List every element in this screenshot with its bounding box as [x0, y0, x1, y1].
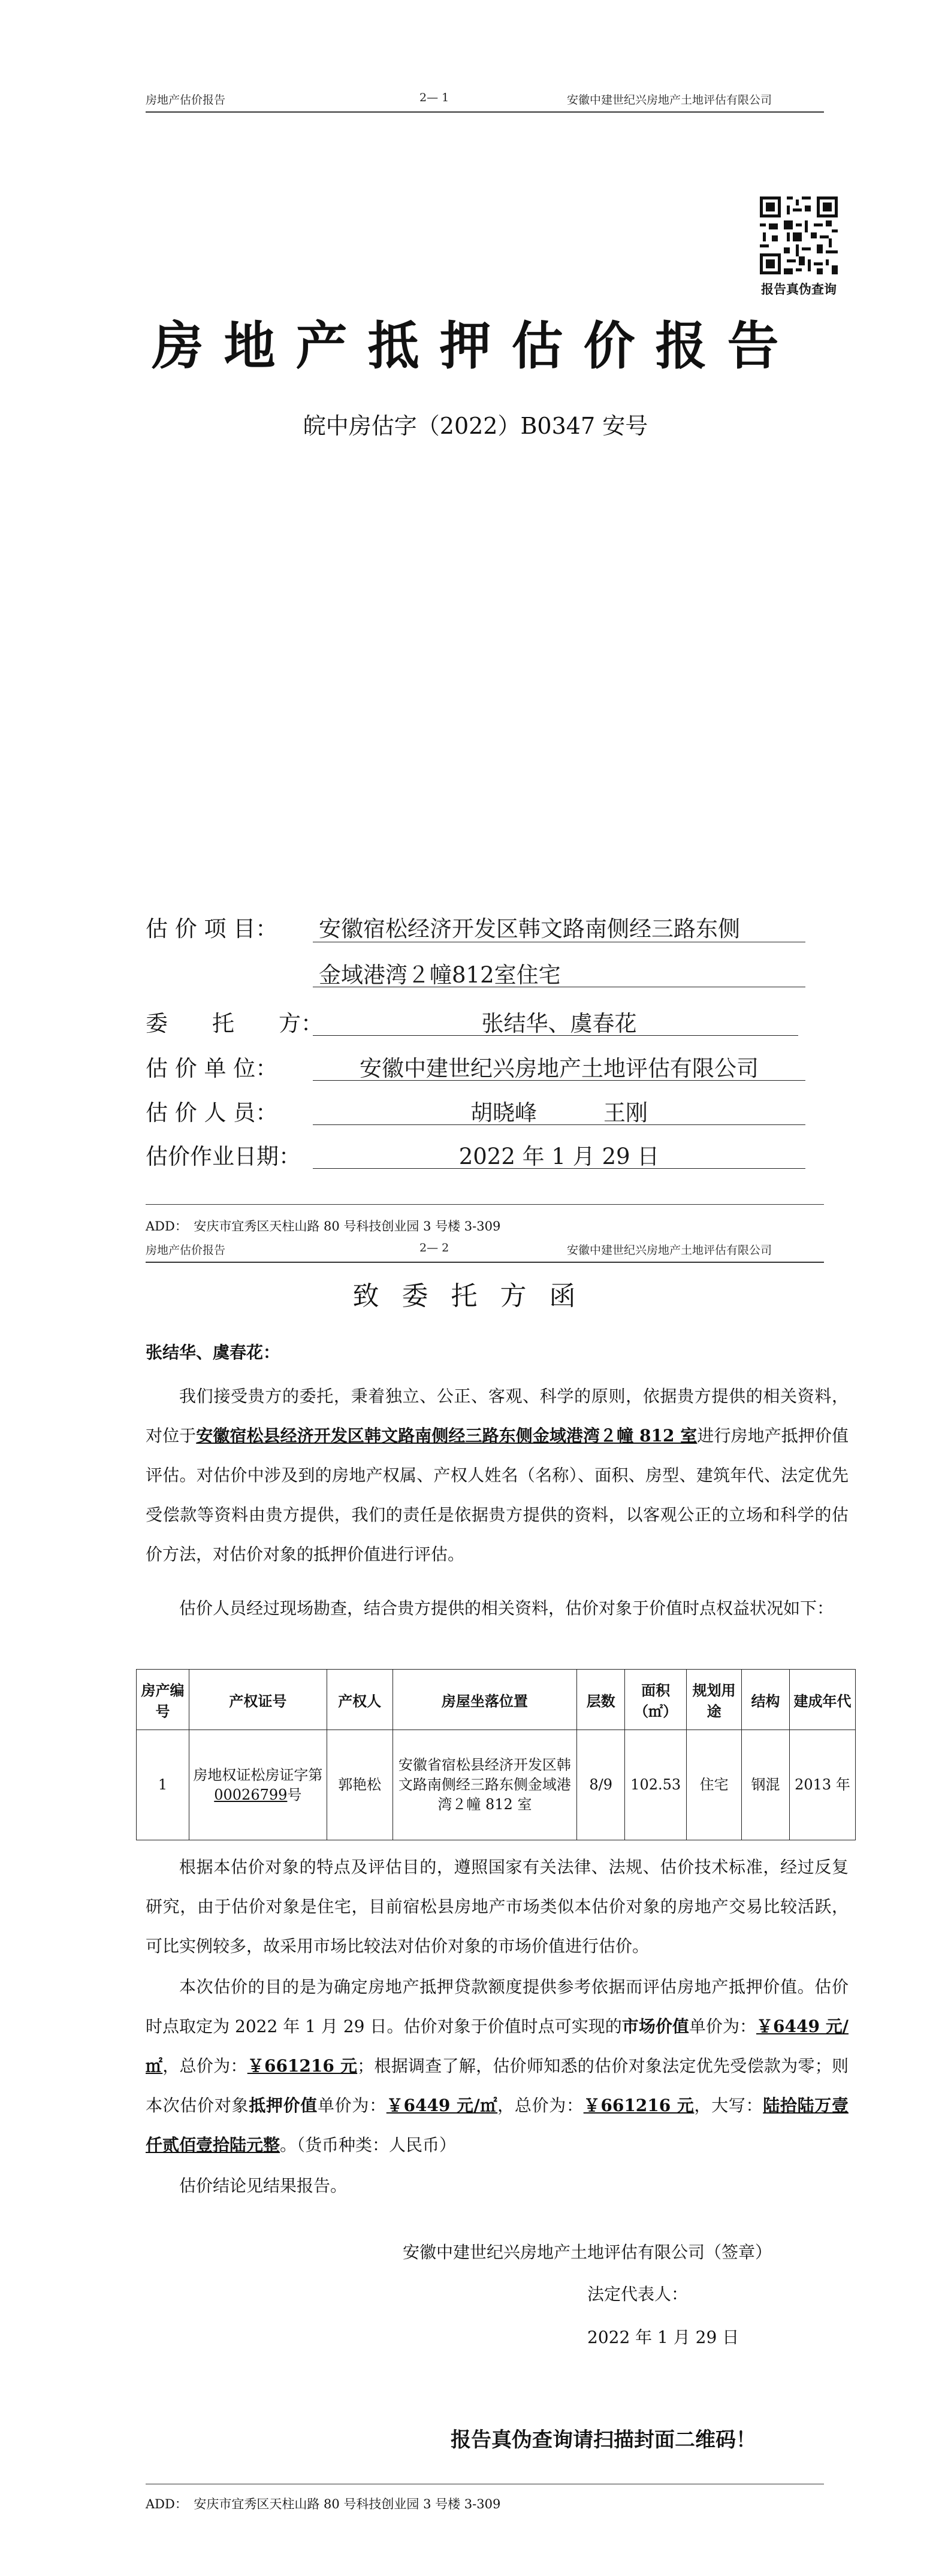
unit-label: 估 价 单 位： [146, 1056, 278, 1081]
p4-t3: 单价为： [689, 2016, 757, 2036]
paragraph-1 [146, 1377, 849, 1574]
cell-use: 住宅 [687, 1730, 742, 1840]
page1-header-page-number: 2— 1 [419, 91, 449, 104]
cell-no: 1 [137, 1730, 189, 1840]
page1-header-left: 房地产估价报告 [146, 93, 226, 107]
p4-t15: 。（货币种类：人民币） [280, 2135, 457, 2155]
appraisers-underline [313, 1124, 805, 1125]
cell-year: 2013 年 [789, 1730, 855, 1840]
date-label: 估价作业日期： [146, 1144, 301, 1169]
date-underline [313, 1168, 805, 1169]
client-value: 张结华、虞春花 [481, 1011, 637, 1036]
p4-t1: 本次估价的目的是为确定房地产抵押贷款额度提供参考依据而评估房地产抵押价值。估价时点取定为 2022 年 1 月 29 日。估价对象于价值时点可实现的 [146, 1977, 849, 2036]
table-row [137, 1730, 856, 1840]
p4-t11: ，总价为： [497, 2096, 584, 2115]
signature-legal-rep: 法定代表人： [587, 2284, 689, 2304]
paragraph-3: 根据本估价对象的特点及评估目的，遵照国家有关法律、法规、估价技术标准，经过反复研究，由于估价对象是住宅，目前宿松县房地产市场类似本估价对象的房地产交易比较活跃，可比实例较多，故采用市场比较法对估价对象的市场价值进行估价。 [146, 1857, 849, 1956]
p4-t5: ，总价为： [162, 2056, 247, 2076]
th-structure: 结构 [742, 1670, 790, 1730]
th-area: 面积（㎡） [625, 1670, 687, 1730]
paragraph-2: 估价人员经过现场勘查，结合贵方提供的相关资料，估价对象于价值时点权益状况如下： [179, 1598, 834, 1618]
cell-cert [189, 1730, 327, 1840]
unit-value: 安徽中建世纪兴房地产土地评估有限公司 [360, 1056, 759, 1081]
date-value: 2022 年 1 月 29 日 [458, 1144, 660, 1169]
unit-underline [313, 1080, 805, 1081]
cell-cert-prefix: 房地权证松房证字第 [193, 1766, 323, 1783]
page1-header-rule [146, 111, 824, 113]
page2-header-right: 安徽中建世纪兴房地产土地评估有限公司 [567, 1244, 772, 1257]
property-table [136, 1669, 856, 1840]
report-title: 房地产抵押估价报告 [152, 316, 799, 376]
p4-t7: ；根据调查了解，估价师知悉的估价对象法定优先受偿款为零；则本次估价对象 [146, 2056, 849, 2115]
cell-owner: 郭艳松 [327, 1730, 393, 1840]
page2-header-page-number: 2— 2 [419, 1241, 449, 1254]
th-use: 规划用途 [687, 1670, 742, 1730]
p4-mortgage-unit-price: ￥6449 元/㎡ [386, 2096, 498, 2115]
cell-cert-suffix: 号 [287, 1786, 302, 1803]
th-floors: 层数 [577, 1670, 625, 1730]
signature-date: 2022 年 1 月 29 日 [587, 2327, 739, 2347]
th-no: 房产编号 [137, 1670, 189, 1730]
appraisers-label: 估 价 人 员： [146, 1100, 278, 1126]
cell-structure: 钢混 [742, 1730, 790, 1840]
p4-market-total-price: ￥661216 元 [247, 2056, 358, 2076]
page2-header-left: 房地产估价报告 [146, 1244, 226, 1257]
p4-t13: ，大写： [694, 2096, 763, 2115]
cell-area: 102.53 [625, 1730, 687, 1840]
p4-market-unit-price: ￥6449 元/㎡ [146, 2016, 849, 2076]
cell-location: 安徽省宿松县经济开发区韩文路南侧经三路东侧金域港湾２幢 812 室 [393, 1730, 577, 1840]
paragraph-5: 估价结论见结果报告。 [179, 2176, 348, 2196]
paragraph-1-part-a: 我们接受贵方的委托，秉着独立、公正、客观、科学的原则，依据贵方提供的相关资料，对位于 [146, 1386, 849, 1446]
cell-floors: 8/9 [577, 1730, 625, 1840]
p4-market-value-label: 市场价值 [621, 2016, 689, 2036]
report-number: 皖中房估字（2022）B0347 安号 [303, 413, 648, 439]
page1-header-right: 安徽中建世纪兴房地产土地评估有限公司 [567, 93, 772, 107]
salutation: 张结华、虞春花： [146, 1343, 280, 1362]
paragraph-4 [146, 1967, 849, 2165]
p4-amount-in-words: 陆拾陆万壹仟贰佰壹拾陆元整 [146, 2096, 849, 2155]
th-owner: 产权人 [327, 1670, 393, 1730]
paragraph-1-part-c: 进行房地产抵押价值评估。对估价中涉及到的房地产权属、产权人姓名（名称）、面积、房型、建筑年代、法定优先受偿款等资料由贵方提供，我们的责任是依据贵方提供的资料，以客观公正的立场和科学的估价方法，对估价对象的抵押价值进行评估。 [146, 1426, 849, 1564]
p4-mortgage-value-label: 抵押价值 [249, 2096, 318, 2115]
scan-qr-note: 报告真伪查询请扫描封面二维码！ [451, 2428, 756, 2452]
client-label: 委 托 方： [146, 1011, 323, 1036]
page2-footer-address: ADD： 安庆市宜秀区天柱山路 80 号科技创业园 3 号楼 3-309 [146, 2497, 501, 2511]
p4-mortgage-total-price: ￥661216 元 [583, 2096, 695, 2115]
page1-footer-rule [146, 1204, 824, 1205]
page2-header-rule [146, 1262, 824, 1263]
project-value-line1: 安徽宿松经济开发区韩文路南侧经三路东侧 [319, 916, 740, 942]
letter-title: 致委托方函 [352, 1281, 599, 1311]
table-header-row [137, 1670, 856, 1730]
project-value-line2: 金域港湾２幢812室住宅 [319, 962, 561, 988]
cell-cert-number: 00026799 [214, 1786, 288, 1803]
appraisers-value: 胡晓峰 王刚 [470, 1100, 648, 1126]
project-label: 估 价 项 目： [146, 916, 278, 942]
qr-caption: 报告真伪查询 [761, 282, 837, 297]
client-underline [313, 1035, 798, 1036]
th-location: 房屋坐落位置 [393, 1670, 577, 1730]
th-cert: 产权证号 [189, 1670, 327, 1730]
signature-company: 安徽中建世纪兴房地产土地评估有限公司（签章） [403, 2242, 772, 2262]
qr-code-icon[interactable] [760, 196, 838, 274]
page1-footer-address: ADD： 安庆市宜秀区天柱山路 80 号科技创业园 3 号楼 3-309 [146, 1219, 501, 1233]
th-year: 建成年代 [789, 1670, 855, 1730]
property-address-highlight: 安徽宿松县经济开发区韩文路南侧经三路东侧金域港湾２幢 812 室 [196, 1426, 698, 1446]
p4-t9: 单价为： [317, 2096, 387, 2115]
